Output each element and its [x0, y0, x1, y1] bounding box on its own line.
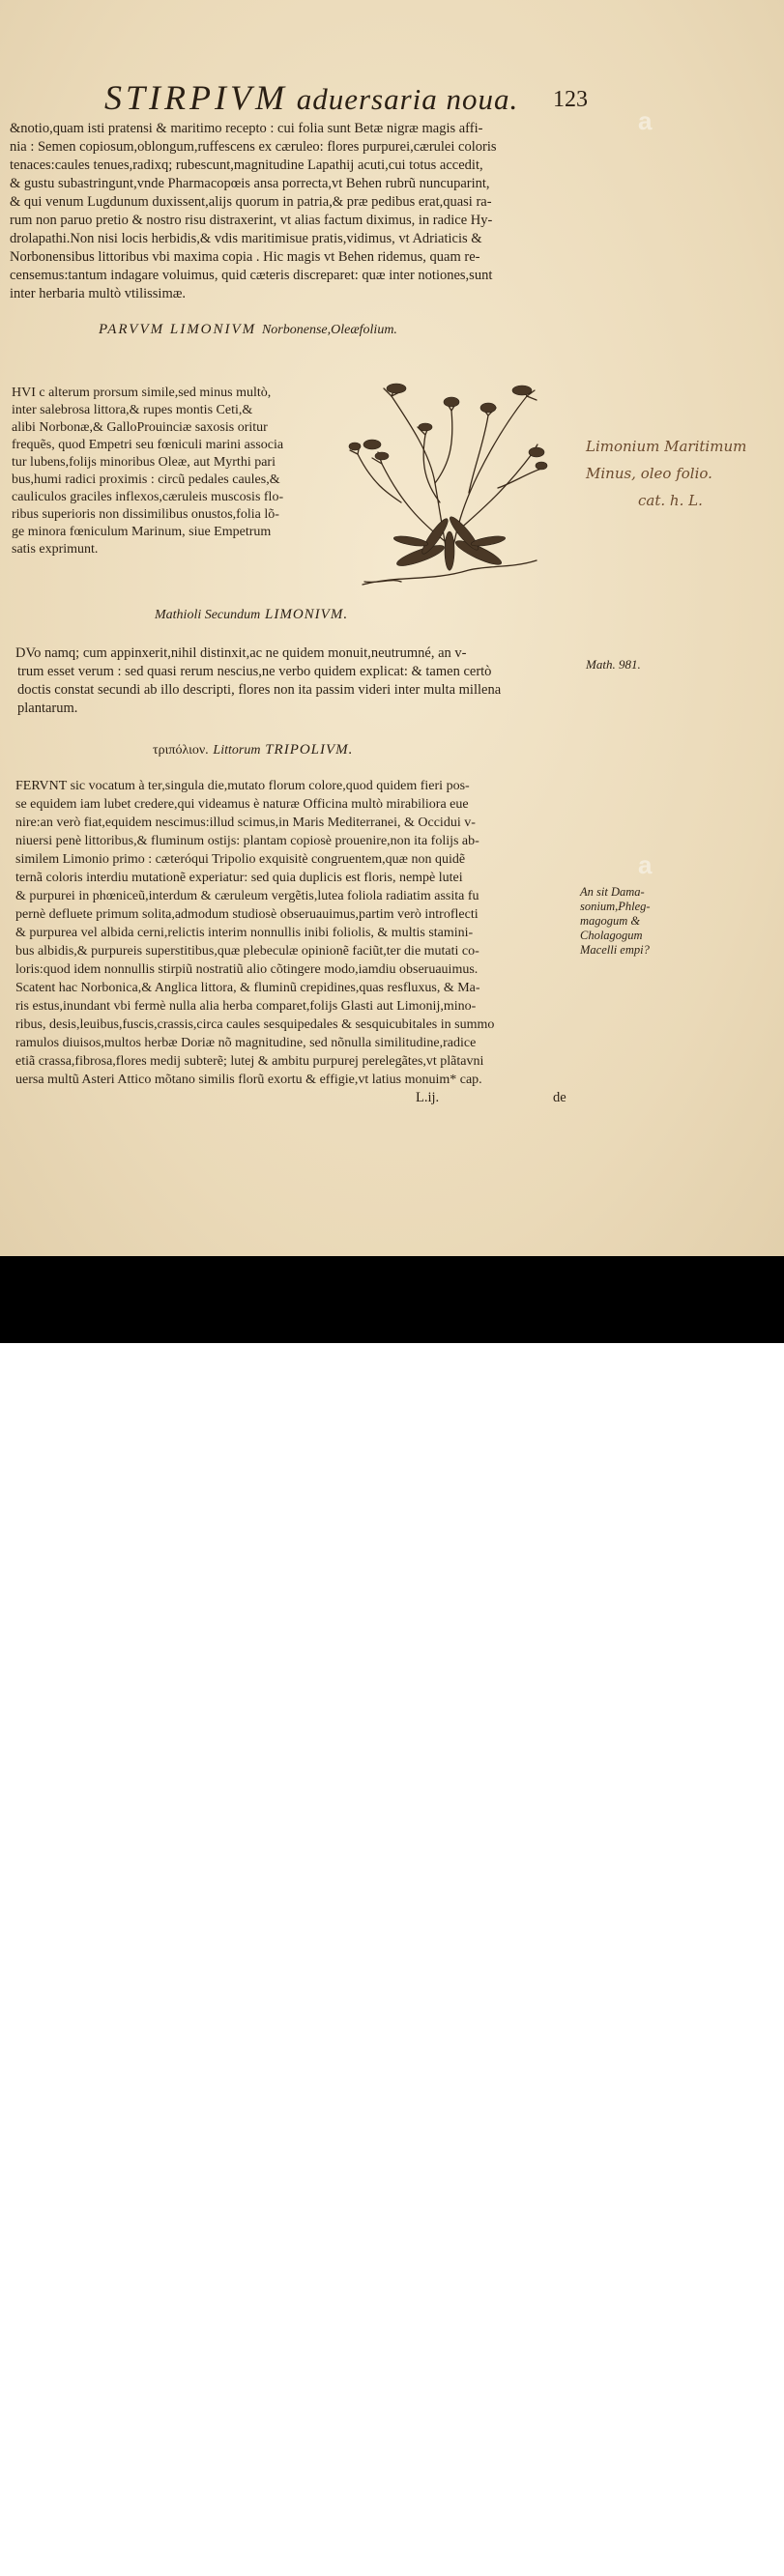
text-line: &notio,quam isti pratensi & maritimo recepto : cui folia sunt Betæ nigræ magis affi-	[10, 121, 483, 136]
section-title-c: TRIPOLIVM.	[265, 742, 354, 758]
section-title-greek: τριπόλιον.	[153, 743, 209, 758]
text-line: pernè defluete primum solita,admodum studiosè obseruauimus,partim verò introflecti	[15, 907, 479, 922]
handwritten-line: cat. h. L.	[638, 492, 703, 509]
text-line: ris estus,inundant vbi fermè nulla alia herba comparet,folijs Glasti aut Limonij,mino-	[15, 999, 477, 1014]
text-line: HVI c alterum prorsum simile,sed minus multò,	[12, 386, 272, 400]
text-line: Norbonensibus littoribus vbi maxima copia . Hic magis vt Behen ridemus, quam re-	[10, 249, 480, 265]
photo-id	[665, 2547, 755, 2576]
image-id-text: H386FX	[709, 2547, 755, 2562]
text-line: DVo namq; cum appinxerit,nihil distinxit,ac ne quidem monuit,neutrumné, an v-	[15, 645, 467, 661]
text-line: drolapathi.Non nisi locis herbidis,& vdis maritimisue pratis,vidimus, vt Adriaticis &	[10, 231, 482, 246]
handwritten-line: Minus, oleo folio.	[586, 465, 712, 482]
text-line: nire:an verò fiat,equidem nescimus:illud scimus,in Maris Mediterranei, & Occidui v-	[15, 816, 476, 830]
text-line: bus albidis,& purpureis superstitibus,quæ plebeculæ opinionẽ faciũt,ter die mutati co-	[15, 944, 479, 959]
text-line: & purpurea vel albida cerni,relictis interim nonnullis inibi foliolis, & multis stamini-	[15, 926, 474, 940]
text-line: plantarum.	[17, 701, 78, 716]
site-url-text: www.alamy.com	[665, 2562, 755, 2576]
margin-note-line: sonium,Phleg-	[580, 900, 651, 913]
page-number: 123	[553, 87, 588, 112]
text-line: doctis constat secundi ab illo descripti, flores non ita passim videri inter multa millena	[17, 682, 502, 698]
text-line: & purpurei in phœniceũ,interdum & cæruleum vergẽtis,lutea foliola radiatim assita fu	[15, 889, 479, 903]
watermark-logo: a	[638, 106, 653, 135]
text-line: Scatent hac Norbonica,& Anglica littora, & fluminũ crepidines,quas resfluxus, & Ma-	[15, 981, 480, 995]
text-line: FERVNT sic vocatum à ter,singula die,mutato florum colore,quod quidem fieri pos-	[15, 779, 470, 793]
handwritten-line: Limonium Maritimum	[586, 438, 747, 455]
text-line: & gustu subastringunt,vnde Pharmacopœis ansa porrecta,vt Behen rubrũ nuncuparint,	[10, 176, 490, 191]
signature-mark: L.ij.	[416, 1090, 440, 1105]
text-line: inter herbaria multò vtilissimæ.	[10, 286, 187, 301]
text-line: cauliculos graciles inflexos,cæruleis muscosis flo-	[12, 490, 284, 504]
stock-photo-footer	[0, 1256, 784, 2576]
margin-note-line: Macelli empi?	[580, 943, 650, 957]
watermark-logo: a	[638, 850, 653, 879]
text-line: satis exprimunt.	[12, 542, 99, 557]
text-line: niuersi penè littoribus,& fluminum ostijs: plantam copiosè prouenire,non ita folijs ab-	[15, 834, 479, 848]
plant-woodcut-illustration	[343, 377, 551, 594]
text-line: bus,humi radici proximis : circũ pedales caules,&	[12, 472, 280, 487]
text-line: alibi Norbonæ,& GalloProuinciæ saxosis oritur	[12, 420, 268, 435]
text-line: & qui venum Lugdunum duxissent,alijs quorum in patria,& præ pedibus erat,quasi ra-	[10, 194, 492, 210]
text-line: censemus:tantum indagare voluimus, quid cæteris discreparet: quæ inter notiones,sunt	[10, 268, 493, 283]
text-line: loris:quod idem nonnullis stirpiũ nostratiũ alio cõtingere modo,iamdiu obseruauimus.	[15, 962, 479, 977]
text-line: inter salebrosa littora,& rupes montis Ceti,&	[12, 403, 253, 417]
section-title-mathioli	[155, 607, 348, 623]
text-line: uersa multũ Asteri Attico mõtano similis florũ exortu & effigie,vt latius monuim* cap.	[15, 1073, 482, 1087]
margin-note-line: magogum &	[580, 914, 641, 928]
text-line: ribus, desis,leuibus,fuscis,crassis,circa caules sesquipedales & sesquicubitales in summo	[15, 1017, 495, 1032]
text-line: trum esset verum : sed quasi rerum nescius,ne verbo quidem explicat: & tamen certò	[17, 664, 492, 679]
text-line: similem Limonio primo : cæteróqui Tripolio exquisitè congruentem,quæ non quidẽ	[15, 852, 466, 867]
text-line: frequẽs, quod Empetri seu fœniculi marini associa	[12, 438, 284, 452]
text-line: ge minora fœniculum Marinum, siue Empetrum	[12, 525, 272, 539]
text-line: nia : Semen copiosum,oblongum,ruffescens ex cæruleo: flores purpurei,cærulei coloris	[10, 139, 497, 155]
text-line: tur lubens,folijs minoribus Oleæ, aut Myrthi pari	[12, 455, 276, 470]
section-title-a: Mathioli Secundum	[155, 608, 261, 622]
section-title-tripolium	[153, 742, 353, 758]
text-line: rum non paruo pretio & nostro risu distraxerint, vt alias factum diximus, in radice Hy-	[10, 213, 493, 228]
text-line: ramulos diuisos,multos herbæ Doriæ nõ magnitudine, sed nõnulla similitudine,radice	[15, 1036, 477, 1050]
section-title-parvum-limonium	[99, 322, 397, 338]
margin-note-line: An sit Dama-	[580, 885, 645, 899]
running-head-caps: STIRPIVM	[104, 78, 288, 117]
text-line: etiã crassa,fibrosa,flores medij subterẽ; lutej & ambitu purpurej perelegãtes,vt plãtavni	[15, 1054, 484, 1069]
margin-note-damasonium	[580, 885, 651, 958]
alamy-logo: alamy	[27, 2524, 132, 2566]
text-line: ribus superioris non dissimilibus onustos,folia lõ-	[12, 507, 279, 522]
text-line: se equidem iam lubet credere,qui videamus è naturæ Officina multò mirabiliora eue	[15, 797, 469, 812]
text-line: ternã coloris interdiu mutationẽ experiatur: sed quia duplicis est floris, nempè lutei	[15, 871, 463, 885]
section-title-tail: Norbonense,Oleæfolium.	[261, 323, 397, 337]
section-title-b: Littorum	[213, 743, 261, 758]
section-title-main: PARVVM LIMONIVM	[99, 322, 257, 337]
text-line: tenaces:caules tenues,radixq; rubescunt,magnitudine Lapathij acuti,cui totus accedit,	[10, 157, 483, 173]
catchword: de	[553, 1090, 566, 1105]
section-title-b: LIMONIVM.	[265, 607, 349, 622]
margin-note-line: Cholagogum	[580, 929, 643, 942]
margin-note-math: Math. 981.	[586, 657, 641, 672]
running-head-rest: aduersaria noua.	[296, 82, 519, 116]
book-page	[0, 0, 784, 1256]
running-head	[104, 77, 518, 118]
